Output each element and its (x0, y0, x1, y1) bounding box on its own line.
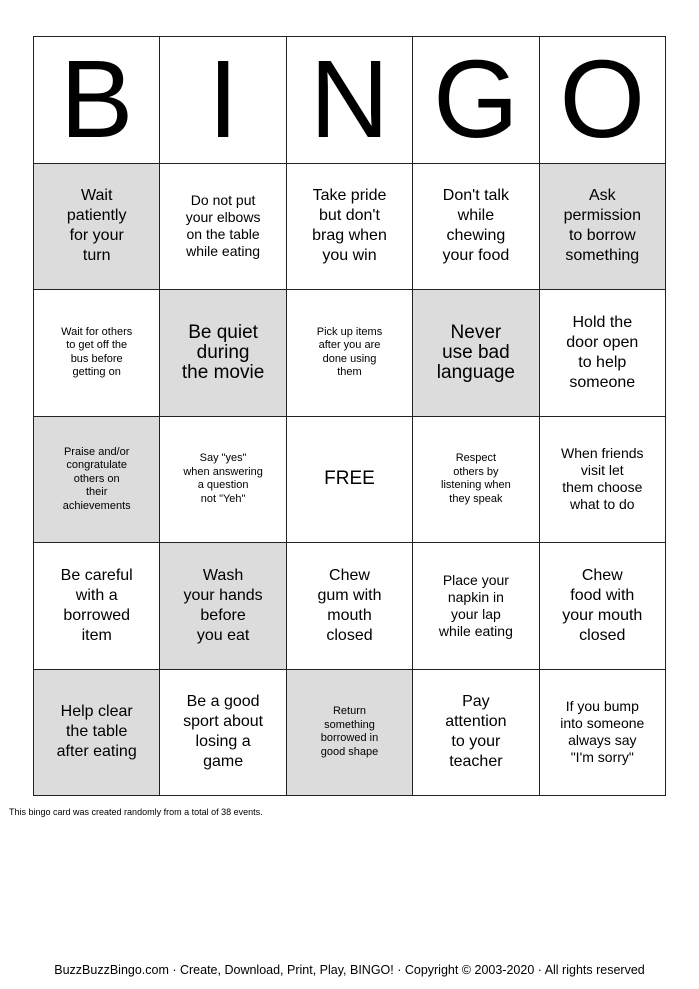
bingo-cell-text: Chew gum with mouth closed (317, 566, 382, 644)
bingo-cell-text: Help clear the table after eating (56, 703, 137, 761)
bingo-cell[interactable] (287, 543, 413, 670)
bingo-cell-text: Be careful with a borrowed item (60, 566, 133, 644)
bingo-cell[interactable] (540, 417, 666, 544)
bingo-cell[interactable] (413, 417, 539, 544)
header-letter-b: B (34, 37, 160, 164)
free-space-cell[interactable] (287, 417, 413, 544)
bingo-cell-text: FREE (324, 468, 375, 490)
bingo-cell-text: Hold the door open to help someone (566, 313, 639, 391)
bingo-cell[interactable] (34, 164, 160, 291)
page-footer: BuzzBuzzBingo.com · Create, Download, Print, Play, BINGO! · Copyright © 2003-2020 · All rights reserved (54, 963, 645, 977)
bingo-cell-text: Return something borrowed in good shape (320, 705, 379, 758)
bingo-cell-text: Take pride but don't brag when you win (312, 187, 387, 265)
header-letter-n: N (287, 37, 413, 164)
bingo-cell[interactable] (34, 543, 160, 670)
bingo-cell[interactable] (160, 543, 286, 670)
bingo-board (33, 36, 666, 796)
bingo-cell-text: Ask permission to borrow something (563, 187, 641, 265)
bingo-cell[interactable] (160, 670, 286, 797)
bingo-cell-text: Never use bad language (436, 321, 515, 383)
bingo-cell-text: Wait for others to get off the bus before getting on (61, 325, 133, 379)
bingo-cell-text: Pick up items after you are done using them (316, 325, 383, 379)
bingo-cell-text: If you bump into someone always say "I'm sorry" (560, 698, 645, 766)
bingo-cell-text: Respect others by listening when they speak (441, 452, 511, 505)
bingo-cell-text: When friends visit let them choose what to do (561, 445, 644, 513)
bingo-cell[interactable] (34, 670, 160, 797)
bingo-cell-text: Pay attention to your teacher (445, 693, 507, 771)
bingo-cell[interactable] (540, 670, 666, 797)
bingo-cell-text: Wait patiently for your turn (66, 187, 127, 265)
bingo-cell-text: Chew food with your mouth closed (562, 566, 643, 644)
card-footnote: This bingo card was created randomly from a total of 38 events. (9, 807, 263, 817)
bingo-cell[interactable] (287, 164, 413, 291)
bingo-cell[interactable] (540, 543, 666, 670)
bingo-cell[interactable] (413, 164, 539, 291)
bingo-cell-text: Don't talk while chewing your food (442, 187, 510, 265)
bingo-cell[interactable] (413, 290, 539, 417)
bingo-cell[interactable] (160, 164, 286, 291)
bingo-cell[interactable] (413, 670, 539, 797)
bingo-cell[interactable] (413, 543, 539, 670)
bingo-cell-text: Be a good sport about losing a game (183, 693, 264, 771)
bingo-cell-text: Place your napkin in your lap while eating (438, 571, 513, 639)
bingo-cell[interactable] (287, 290, 413, 417)
bingo-cell[interactable] (160, 290, 286, 417)
bingo-cell-text: Say "yes" when answering a question not "Yeh" (183, 452, 263, 505)
bingo-cell[interactable] (540, 290, 666, 417)
header-letter-i: I (160, 37, 286, 164)
bingo-cell-text: Be quiet during the movie (181, 321, 265, 383)
bingo-cell[interactable] (160, 417, 286, 544)
bingo-cell-text: Wash your hands before you eat (183, 566, 263, 644)
bingo-cell[interactable] (34, 290, 160, 417)
bingo-cell[interactable] (540, 164, 666, 291)
bingo-cell-text: Praise and/or congratulate others on their achievements (62, 445, 131, 512)
header-letter-o: O (540, 37, 666, 164)
header-letter-g: G (413, 37, 539, 164)
bingo-cell[interactable] (34, 417, 160, 544)
bingo-cell[interactable] (287, 670, 413, 797)
bingo-cell-text: Do not put your elbows on the table while eating (185, 192, 261, 260)
